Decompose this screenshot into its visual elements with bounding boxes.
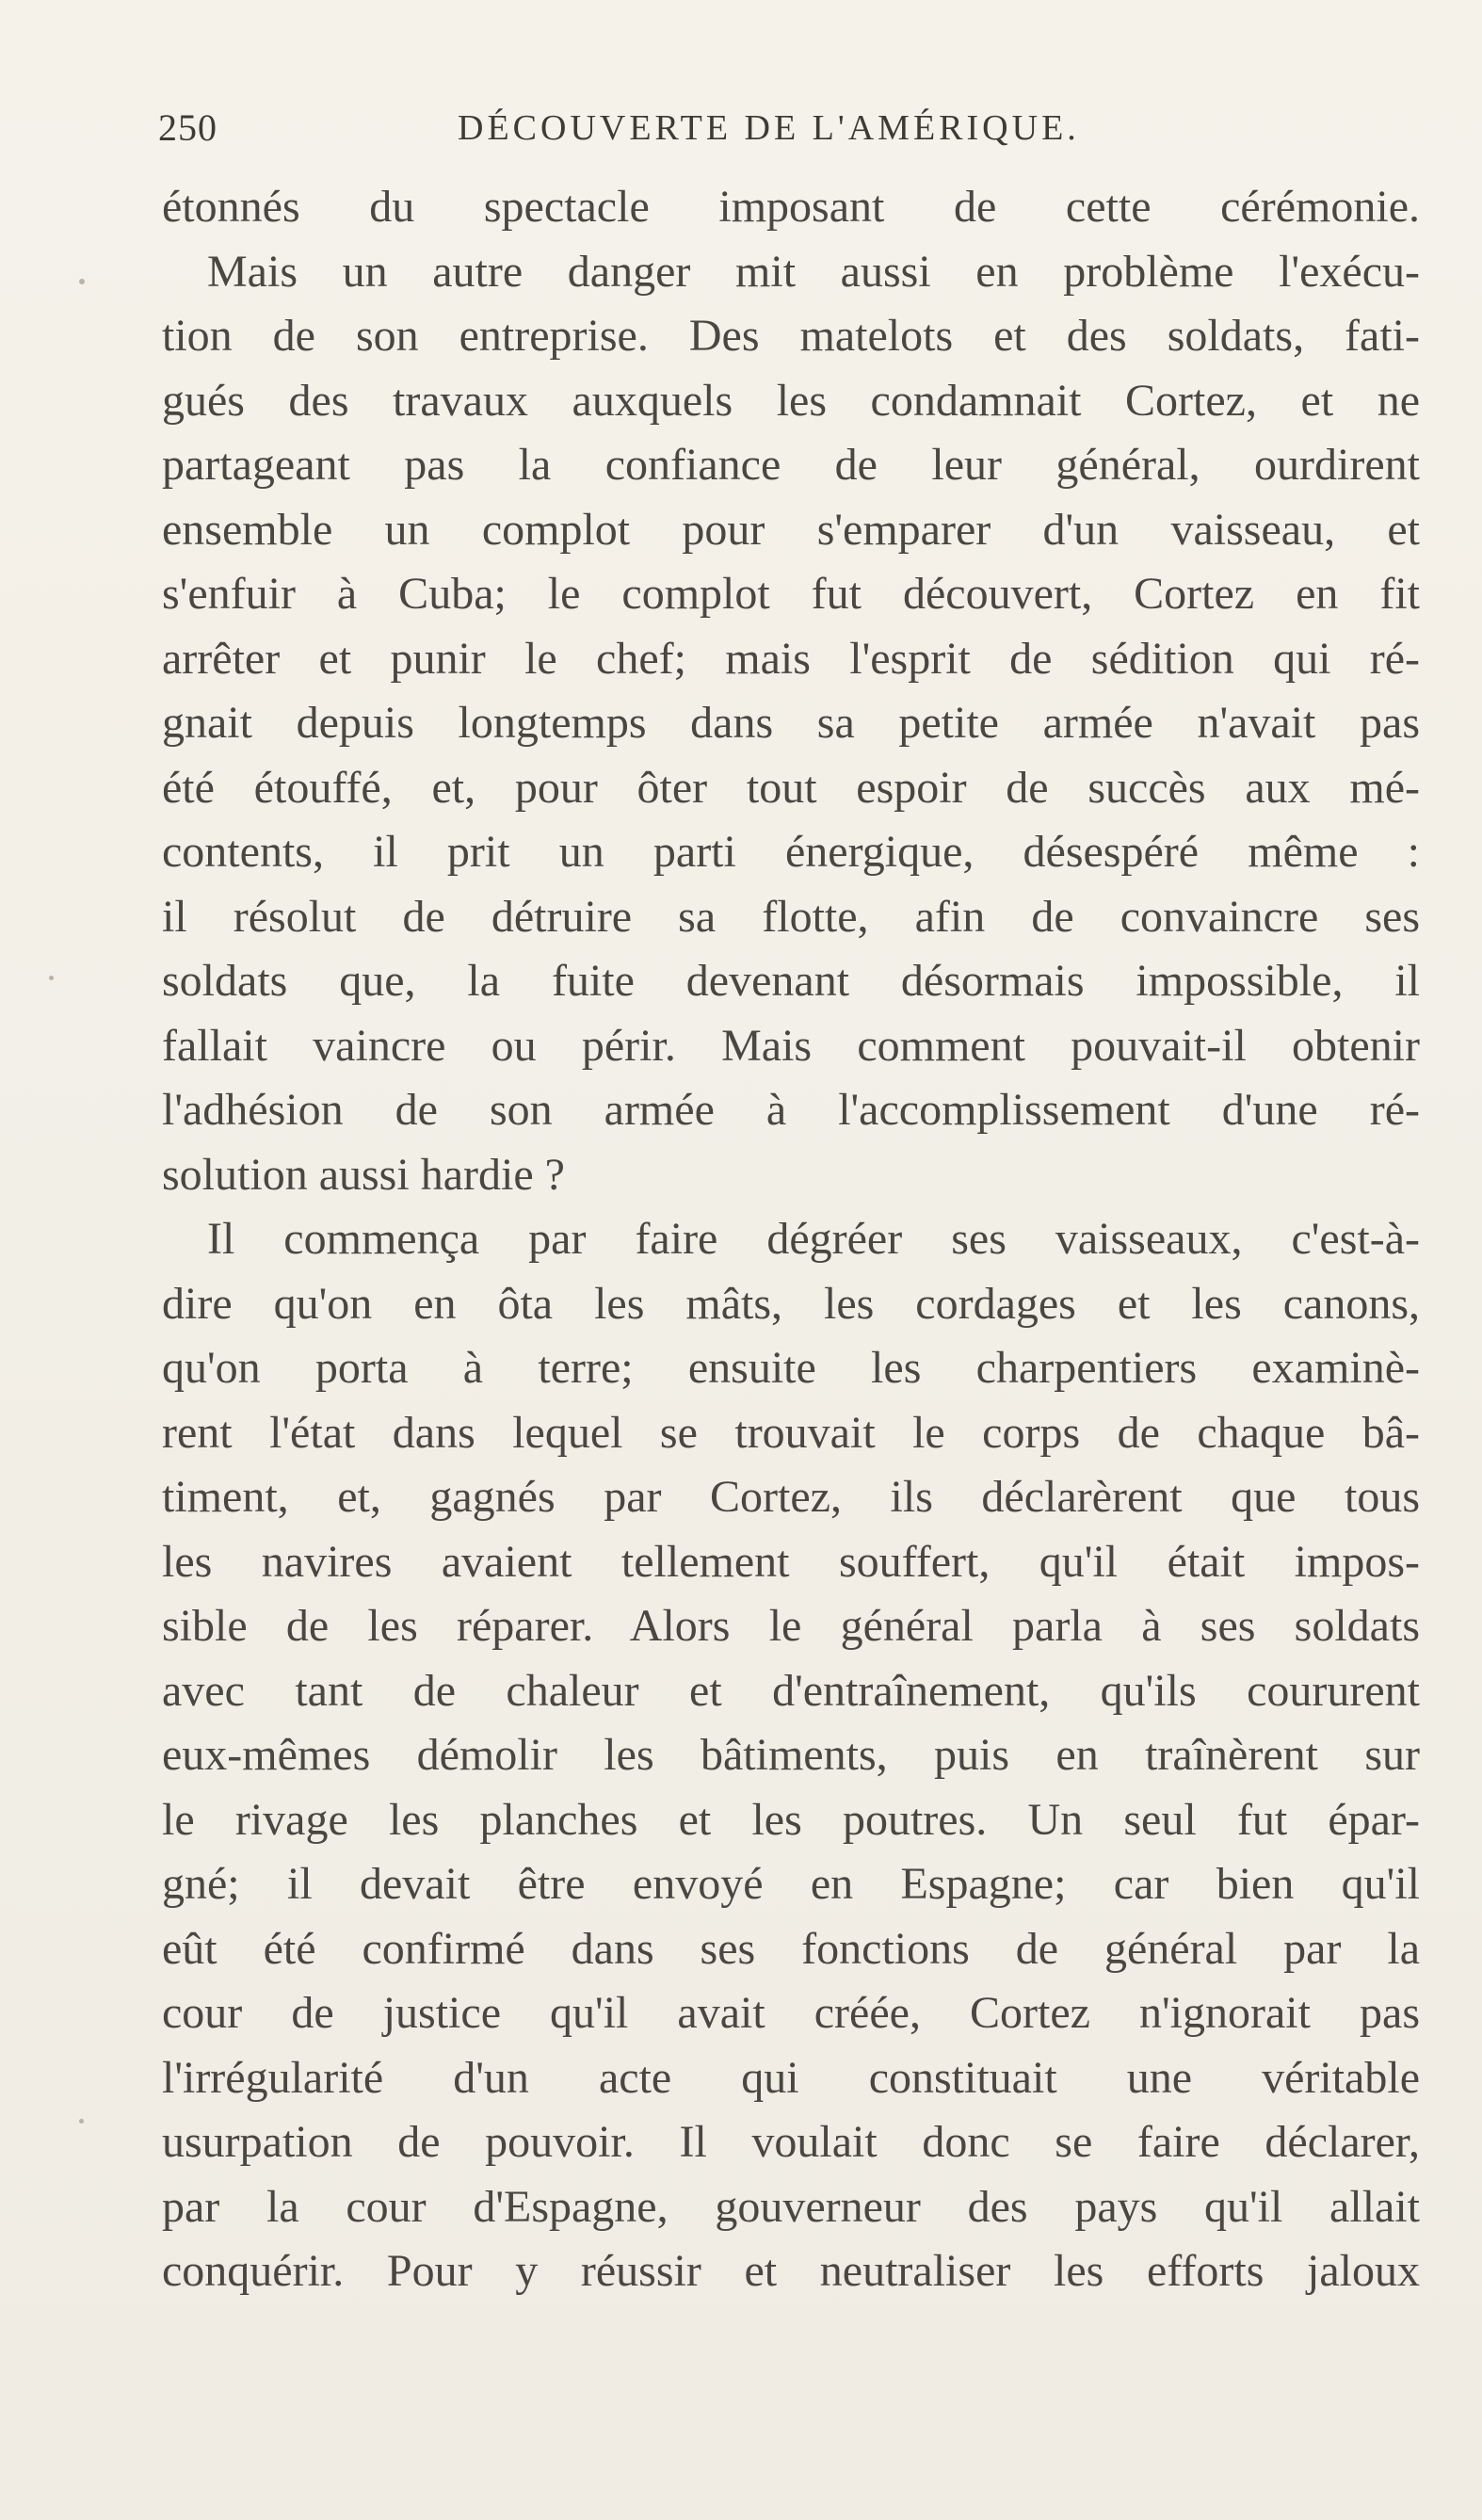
text-line: Mais un autre danger mit aussi en problème l'exécu-: [207, 246, 1420, 297]
page-number: 250: [158, 106, 217, 149]
text-line: arrêter et punir le chef; mais l'esprit de sédition qui ré-: [162, 633, 1420, 684]
text-line: étonnés du spectacle imposant de cette cérémonie.: [162, 182, 1420, 232]
text-line: l'irrégularité d'un acte qui constituait une véritable: [162, 2052, 1420, 2103]
text-line: rent l'état dans lequel se trouvait le corps de chaque bâ-: [162, 1407, 1420, 1458]
text-line: eût été confirmé dans ses fonctions de général par la: [162, 1923, 1420, 1974]
text-line: par la cour d'Espagne, gouverneur des pays qu'il allait: [162, 2181, 1420, 2232]
paper-speck: [79, 2119, 84, 2124]
text-line: tion de son entreprise. Des matelots et des soldats, fati-: [162, 311, 1420, 361]
text-line: il résolut de détruire sa flotte, afin de convaincre ses: [162, 891, 1420, 942]
text-line: gnait depuis longtemps dans sa petite armée n'avait pas: [162, 698, 1420, 748]
text-line: fallait vaincre ou périr. Mais comment pouvait-il obtenir: [162, 1020, 1420, 1071]
text-line: avec tant de chaleur et d'entraînement, qu'ils coururent: [162, 1665, 1420, 1716]
paper-speck: [49, 976, 54, 980]
text-line: s'enfuir à Cuba; le complot fut découvert, Cortez en fit: [162, 569, 1420, 619]
text-line: Il commença par faire dégréer ses vaisseaux, c'est-à-: [207, 1214, 1420, 1264]
body-text: [162, 175, 1420, 2304]
text-line: timent, et, gagnés par Cortez, ils déclarèrent que tous: [162, 1472, 1420, 1522]
paper-speck: [79, 279, 85, 284]
text-line: les navires avaient tellement souffert, qu'il était impos-: [162, 1536, 1420, 1587]
text-line: qu'on porta à terre; ensuite les charpentiers examinè-: [162, 1343, 1420, 1393]
text-line: ensemble un complot pour s'emparer d'un vaisseau, et: [162, 504, 1420, 555]
text-line: le rivage les planches et les poutres. Un seul fut épar-: [162, 1794, 1420, 1845]
text-line: sible de les réparer. Alors le général parla à ses soldats: [162, 1601, 1420, 1651]
text-line: cour de justice qu'il avait créée, Cortez n'ignorait pas: [162, 1988, 1420, 2038]
text-line: solution aussi hardie ?: [162, 1149, 565, 1200]
text-line: soldats que, la fuite devenant désormais impossible, il: [162, 956, 1420, 1006]
text-line: gués des travaux auxquels les condamnait Cortez, et ne: [162, 375, 1420, 426]
text-line: conquérir. Pour y réussir et neutraliser les efforts jaloux: [162, 2246, 1420, 2296]
text-line: contents, il prit un parti énergique, désespéré même :: [162, 827, 1420, 877]
text-line: eux-mêmes démolir les bâtiments, puis en traînèrent sur: [162, 1730, 1420, 1780]
text-line: gné; il devait être envoyé en Espagne; car bien qu'il: [162, 1859, 1420, 1909]
text-line: l'adhésion de son armée à l'accomplissement d'une ré-: [162, 1085, 1420, 1135]
page-header: [158, 102, 1420, 158]
text-line: partageant pas la confiance de leur général, ourdirent: [162, 440, 1420, 490]
text-line: dire qu'on en ôta les mâts, les cordages et les canons,: [162, 1278, 1420, 1329]
text-line: usurpation de pouvoir. Il voulait donc se faire déclarer,: [162, 2117, 1420, 2167]
text-line: été étouffé, et, pour ôter tout espoir de succès aux mé-: [162, 762, 1420, 813]
running-title: DÉCOUVERTE DE L'AMÉRIQUE.: [458, 108, 1080, 148]
